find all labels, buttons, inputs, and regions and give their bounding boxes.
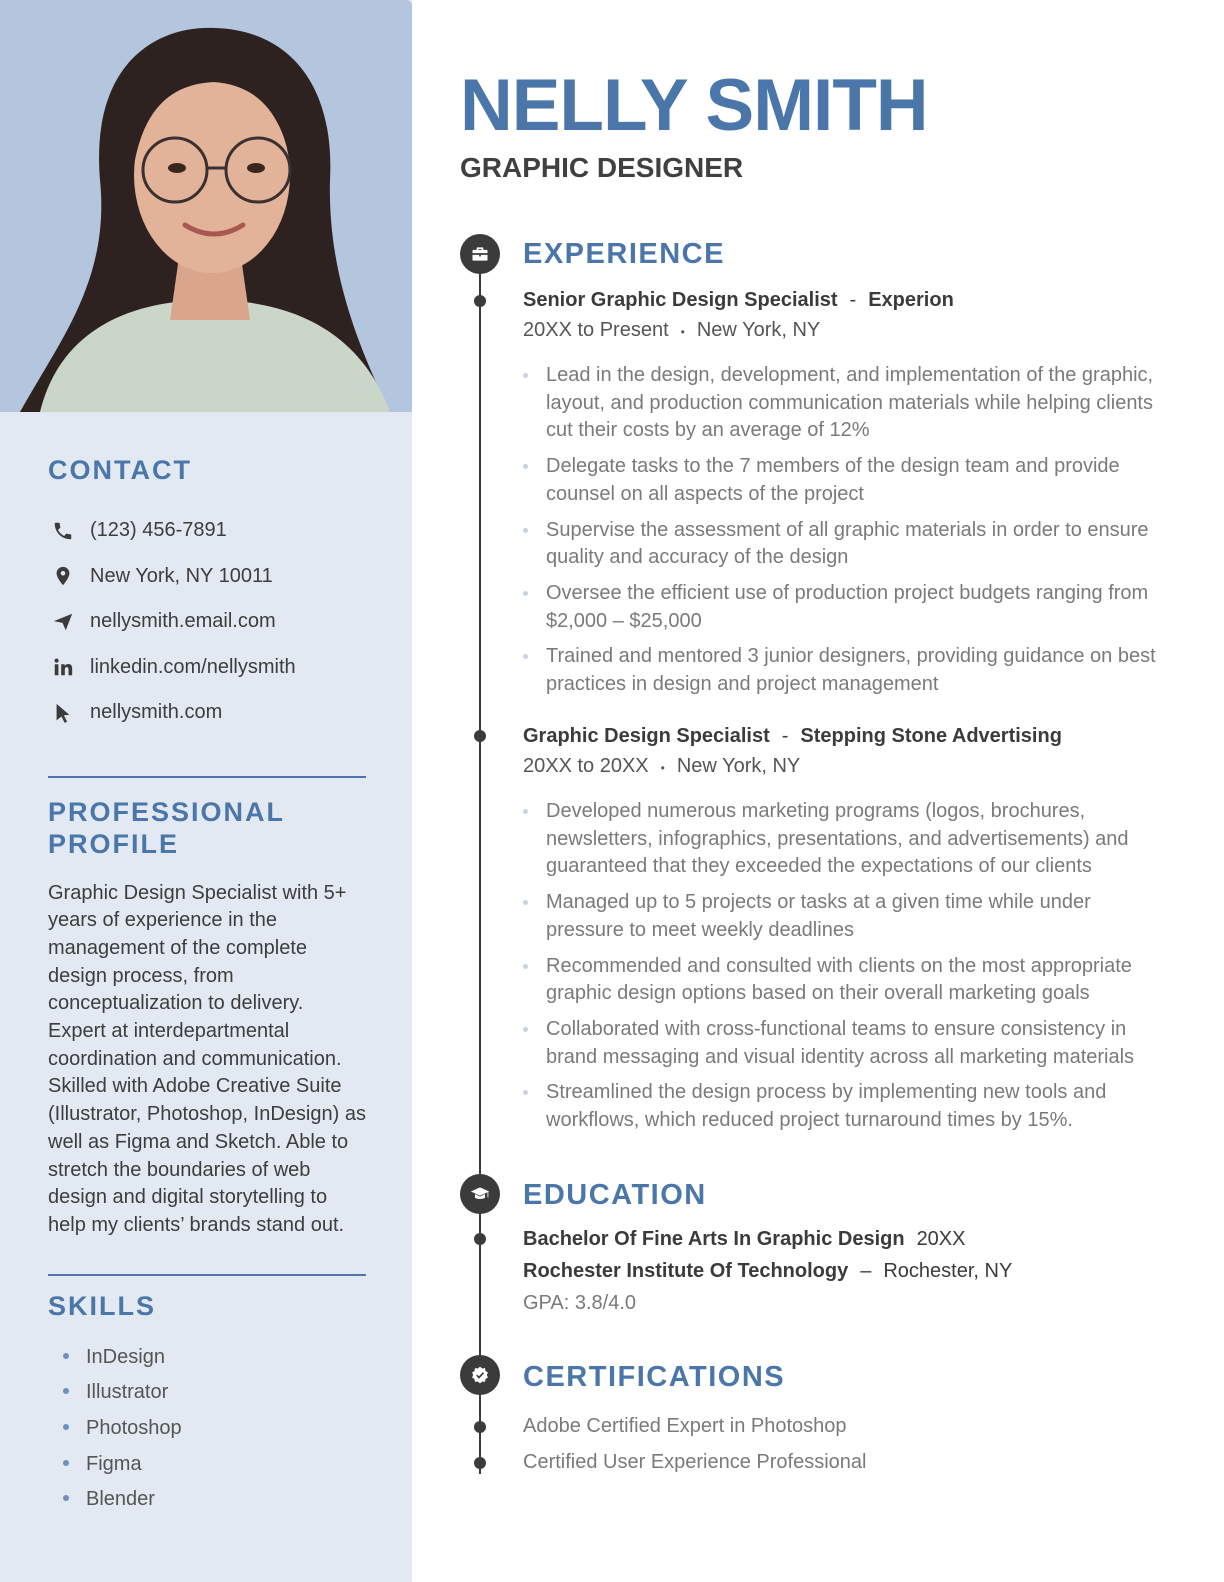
- school: Rochester Institute Of Technology: [523, 1260, 849, 1282]
- meta-separator: •: [680, 325, 685, 339]
- list-item: Supervise the assessment of all graphic materials in order to ensure quality and accuracy of the design: [523, 517, 1173, 572]
- contact-list: [48, 508, 366, 736]
- certification-item: Certified User Experience Professional: [523, 1451, 867, 1473]
- person-name: NELLY SMITH: [460, 65, 928, 146]
- contact-website[interactable]: [48, 690, 366, 736]
- profile-heading: PROFESSIONAL PROFILE: [48, 796, 285, 859]
- contact-address: [48, 554, 366, 600]
- degree: Bachelor Of Fine Arts In Graphic Design: [523, 1228, 905, 1250]
- timeline-dot: [474, 730, 486, 742]
- job-location: New York, NY: [676, 755, 801, 777]
- separator: -: [849, 289, 857, 311]
- list-item: Oversee the efficient use of production project budgets ranging from $2,000 – $25,000: [523, 580, 1173, 635]
- job-company: Stepping Stone Advertising: [800, 725, 1062, 747]
- contact-text[interactable]: linkedin.com/nellysmith: [90, 655, 296, 678]
- list-item: Developed numerous marketing programs (logos, brochures, newsletters, infographics, presentations, and advertisements) and guaranteed that they exceeded the expectations of our clients: [523, 798, 1173, 881]
- education-school-line: [523, 1258, 1012, 1284]
- briefcase-icon: [460, 234, 500, 274]
- contact-text[interactable]: nellysmith.com: [90, 701, 223, 724]
- education-degree-line: [523, 1226, 966, 1252]
- timeline-dot: [474, 1457, 486, 1469]
- contact-phone: [48, 508, 366, 554]
- skill-item: Illustrator: [48, 1377, 366, 1413]
- job-1-bullets: [523, 362, 1173, 707]
- main-content: [412, 0, 1224, 1582]
- contact-email[interactable]: [48, 599, 366, 645]
- location-pin-icon: [52, 563, 84, 589]
- degree-year: 20XX: [916, 1228, 966, 1250]
- skill-item: InDesign: [48, 1342, 366, 1378]
- cursor-arrow-icon: [52, 700, 84, 726]
- list-item: Recommended and consulted with clients on the most appropriate graphic design options based on their overall marketing goals: [523, 953, 1173, 1008]
- job-role: Senior Graphic Design Specialist: [523, 289, 838, 311]
- school-location: Rochester, NY: [883, 1260, 1013, 1282]
- sidebar: [0, 0, 412, 1582]
- phone-icon: [52, 518, 84, 544]
- certifications-heading: CERTIFICATIONS: [523, 1361, 786, 1393]
- education-heading: EDUCATION: [523, 1179, 707, 1211]
- list-item: Lead in the design, development, and implementation of the graphic, layout, and production communication materials while helping clients cut their costs by an average of 12%: [523, 362, 1173, 445]
- job-2-meta: [523, 753, 800, 781]
- list-item: Delegate tasks to the 7 members of the design team and provide counsel on all aspects of the project: [523, 453, 1173, 508]
- job-2-title: [523, 723, 1062, 749]
- job-1-title: [523, 287, 954, 313]
- paper-plane-icon: [52, 609, 84, 635]
- section-divider: [48, 1274, 366, 1276]
- certification-item: Adobe Certified Expert in Photoshop: [523, 1415, 847, 1437]
- badge-check-icon: [460, 1355, 500, 1395]
- job-dates: 20XX to 20XX: [523, 755, 649, 777]
- skill-item: Figma: [48, 1449, 366, 1485]
- list-item: Trained and mentored 3 junior designers, providing guidance on best practices in design and project management: [523, 643, 1173, 698]
- timeline-dot: [474, 1421, 486, 1433]
- separator: –: [860, 1260, 872, 1282]
- gpa: GPA: 3.8/4.0: [523, 1292, 637, 1314]
- contact-heading: CONTACT: [48, 455, 192, 485]
- profile-photo: [0, 0, 412, 412]
- job-company: Experion: [868, 289, 954, 311]
- skills-list: [48, 1342, 366, 1520]
- skill-item: Photoshop: [48, 1413, 366, 1449]
- experience-heading: EXPERIENCE: [523, 238, 725, 270]
- job-dates: 20XX to Present: [523, 319, 669, 341]
- timeline-dot: [474, 295, 486, 307]
- separator: -: [781, 725, 789, 747]
- timeline-line: [479, 254, 481, 1474]
- sidebar-content: [48, 412, 366, 1520]
- list-item: Collaborated with cross-functional teams to ensure consistency in brand messaging and visual identity across all marketing materials: [523, 1016, 1173, 1071]
- meta-separator: •: [660, 761, 665, 775]
- job-location: New York, NY: [696, 319, 821, 341]
- contact-linkedin[interactable]: [48, 645, 366, 691]
- list-item: Streamlined the design process by implementing new tools and workflows, which reduced project turnaround times by 15%.: [523, 1079, 1173, 1134]
- profile-text: Graphic Design Specialist with 5+ years of experience in the management of the complete design process, from conceptualization to delivery. Expert at interdepartmental coordination and communication. Skilled with Adobe Creative Suite (Illustrator, Photoshop, InDesign) as well as Figma and Sketch. Able to stretch the boundaries of web design and digital storytelling to help my clients’ brands stand out.: [48, 881, 366, 1236]
- skills-heading: SKILLS: [48, 1290, 157, 1321]
- section-divider: [48, 776, 366, 778]
- contact-text[interactable]: nellysmith.email.com: [90, 610, 276, 633]
- timeline-dot: [474, 1233, 486, 1245]
- graduation-cap-icon: [460, 1174, 500, 1214]
- linkedin-icon: [52, 654, 84, 680]
- contact-text: New York, NY 10011: [90, 564, 273, 587]
- list-item: Managed up to 5 projects or tasks at a given time while under pressure to meet weekly deadlines: [523, 889, 1173, 944]
- contact-text: (123) 456-7891: [90, 519, 227, 542]
- job-title: GRAPHIC DESIGNER: [460, 152, 744, 183]
- job-role: Graphic Design Specialist: [523, 725, 770, 747]
- job-2-bullets: [523, 798, 1173, 1143]
- job-1-meta: [523, 317, 820, 345]
- skill-item: Blender: [48, 1484, 366, 1520]
